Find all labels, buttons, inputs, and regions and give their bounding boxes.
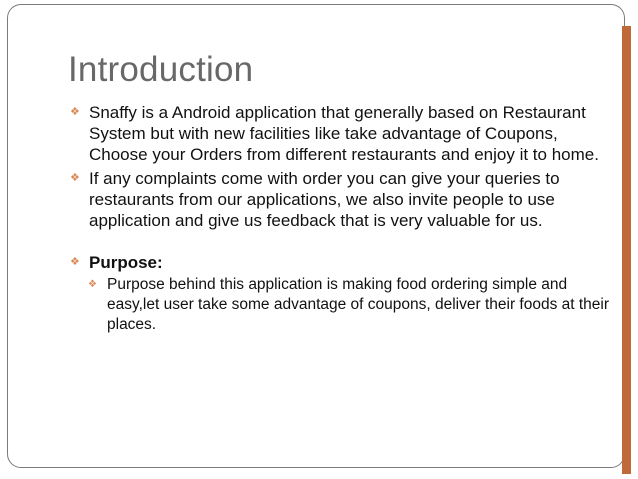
sub-bullet-text: Purpose behind this application is making food ordering simple and easy,let user take some advantage of coupons, deliver their foods at their places. [107,276,610,333]
sub-bullet-icon: ❖ [88,279,97,290]
sub-bullet-item [88,275,610,335]
bullet-text: If any complaints come with order you can give your queries to restaurants from our applications, we also invite people to use application and give us feedback that is very valuable for us. [89,169,560,230]
accent-bar [622,26,631,474]
slide-title: Introduction [68,50,254,89]
bullet-item [70,102,610,165]
bullet-text: Snaffy is a Android application that generally based on Restaurant System but with new facilities like take advantage of Coupons, Choose your Orders from different restaurants and enjoy it to home. [89,103,599,164]
bullet-icon: ❖ [70,256,80,268]
purpose-heading: Purpose: [89,253,163,272]
bullet-icon: ❖ [70,172,80,184]
bullet-item [70,168,610,231]
bullet-item-purpose [70,252,610,273]
bullet-icon: ❖ [70,106,80,118]
slide-content [70,102,610,335]
